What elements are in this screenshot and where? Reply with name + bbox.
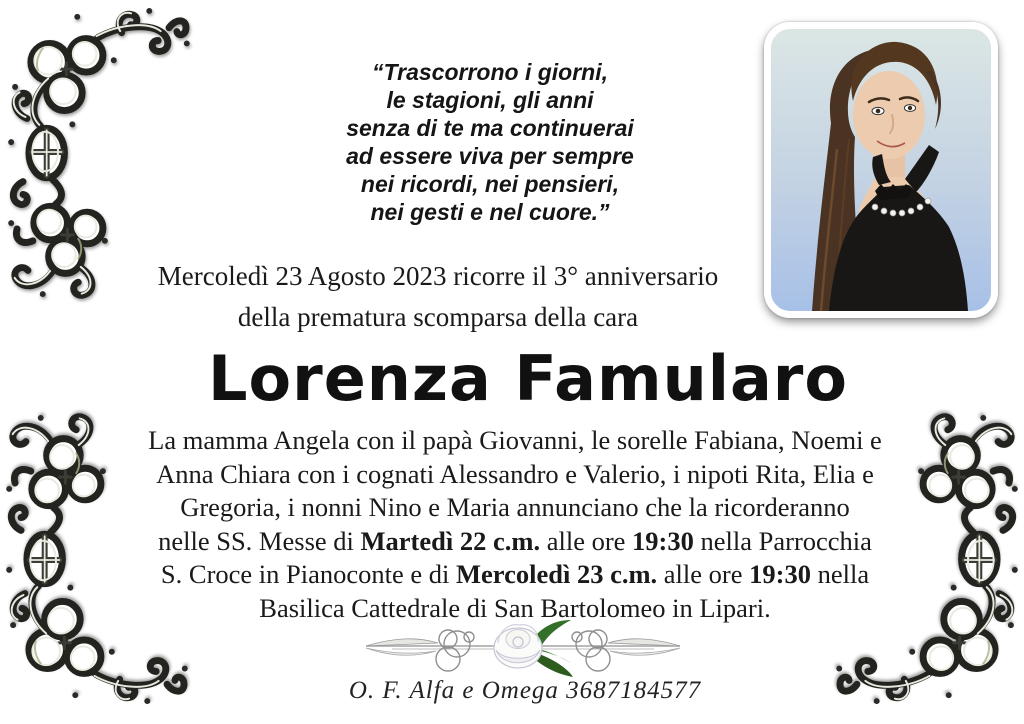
memorial-quote <box>316 58 664 226</box>
text-line: senza di te ma continuerai <box>346 115 634 141</box>
anniversary-text <box>66 256 810 338</box>
text-line: Gregoria, i nonni Nino e Maria annunciano che la ricorderanno <box>180 492 850 522</box>
announcement-text <box>92 424 938 625</box>
text-line: Basilica Cattedrale di San Bartolomeo in Lipari. <box>259 592 771 623</box>
text-line: Anna Chiara con i cognati Alessandro e Valerio, i nipoti Rita, Elia e <box>156 458 874 489</box>
text-line: S. Croce in Pianoconte e di Mercoledì 23 c.m. alle ore 19:30 nella <box>160 559 870 589</box>
text-line: nei gesti e nel cuore.” <box>370 199 610 225</box>
text-line: ad essere viva per sempre <box>346 143 634 169</box>
text-line: La mamma Angela con il papà Giovanni, le sorelle Fabiana, Noemi e <box>148 425 882 455</box>
text-line: Mercoledì 23 Agosto 2023 ricorre il 3° anniversario <box>157 261 719 291</box>
text-line: nei ricordi, nei pensieri, <box>360 171 620 197</box>
text-line: “Trascorrono i giorni, <box>372 59 608 85</box>
white-rose-divider-icon <box>358 614 688 680</box>
funeral-home-signature: O. F. Alfa e Omega 3687184577 <box>348 677 702 704</box>
text-line: nelle SS. Messe di Martedì 22 c.m. alle ore 19:30 nella Parrocchia <box>158 525 872 556</box>
text-line: le stagioni, gli anni <box>386 87 594 113</box>
deceased-name: Lorenza Famularo <box>208 342 848 415</box>
text-line: della prematura scomparsa della cara <box>237 302 639 332</box>
